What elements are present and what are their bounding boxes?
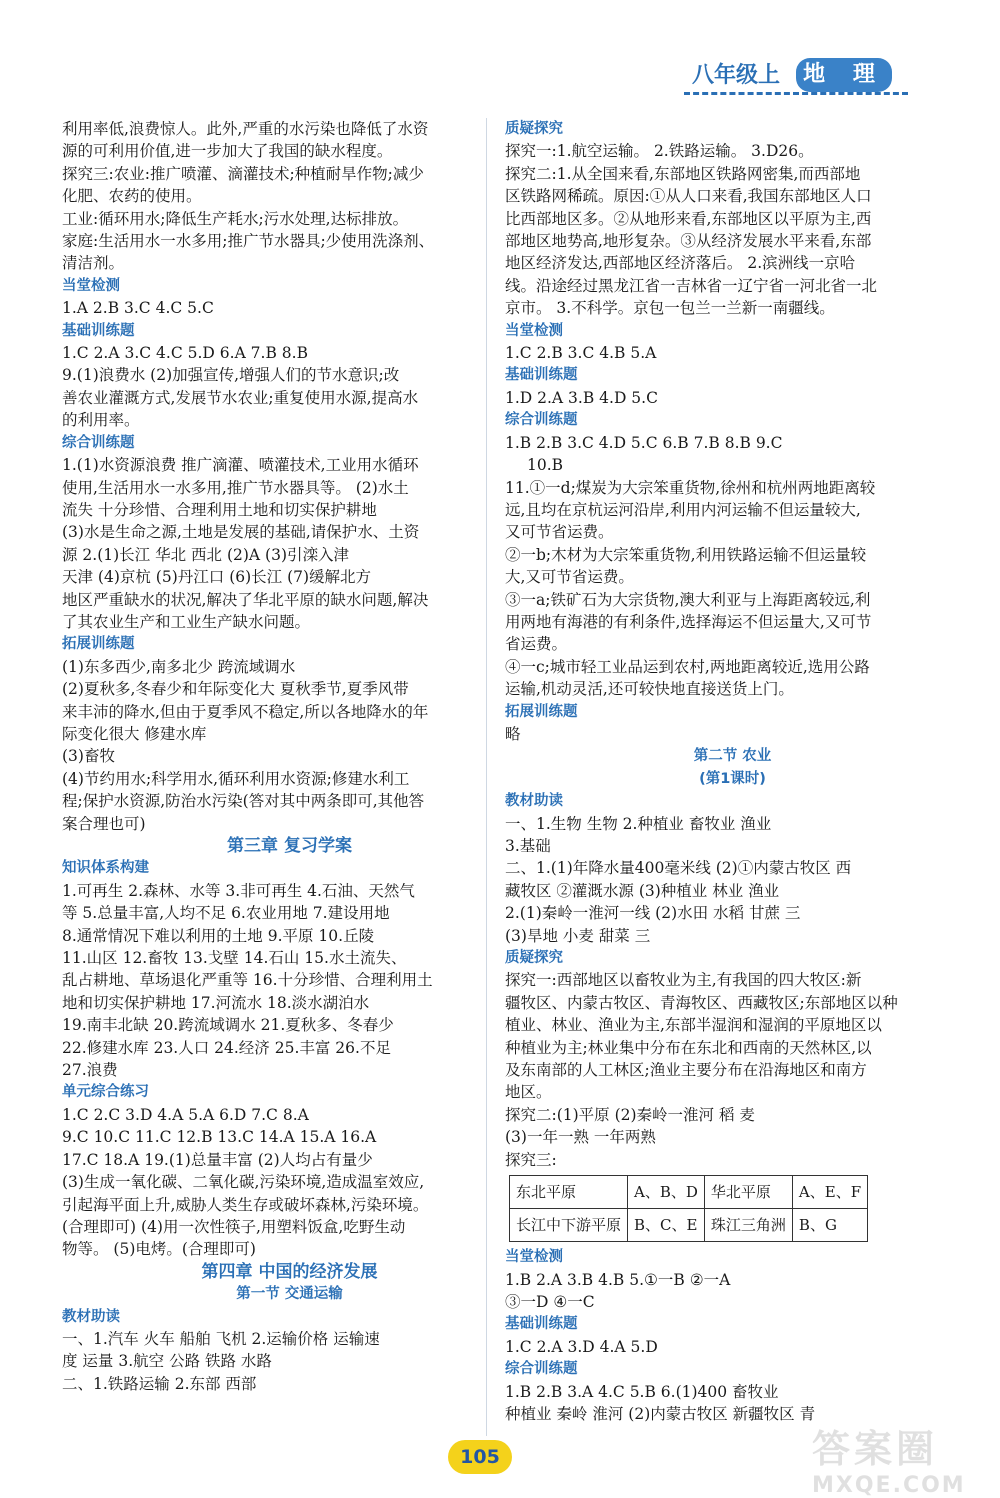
text-line: 探究一:1.航空运输。 2.铁路运输。 3.D26。	[505, 142, 814, 161]
section-heading: 综合训练题	[505, 412, 578, 429]
text-line: 11.①一d;煤炭为大宗笨重货物,徐州和杭州两地距离较	[505, 478, 876, 497]
text-line: 探究三:	[505, 1150, 557, 1169]
table-cell: B、G	[792, 1209, 867, 1242]
text-line: 运输,机动灵活,还可较快地直接送货上门。	[505, 680, 794, 699]
text-line: 8.通常情况下难以利用的土地 9.平原 10.丘陵	[62, 926, 375, 945]
text-line: 9.(1)浪费水 (2)加强宣传,增强人们的节水意识;改	[62, 366, 400, 385]
text-line: 比西部地区多。②从地形来看,东部地区以平原为主,西	[505, 209, 872, 228]
text-line: (3)一年一熟 一年两熟	[505, 1128, 656, 1147]
text-line: 藏牧区 ②灌溉水源 (3)种植业 林业 渔业	[505, 881, 780, 900]
text-line: 利用率低,浪费惊人。此外,严重的水污染也降低了水资	[62, 120, 429, 138]
text-line: (4)节约用水;科学用水,循环利用水资源;修建水利工	[62, 769, 410, 788]
section-heading: 教材助读	[505, 793, 563, 810]
text-line: (2)夏秋多,冬春少和年际变化大 夏秋季节,夏季风带	[62, 680, 409, 699]
text-line: 1.C 2.A 3.C 4.C 5.D 6.A 7.B 8.B	[62, 344, 308, 363]
table-cell: 长江中下游平原	[510, 1209, 628, 1242]
table-cell: A、E、F	[792, 1176, 867, 1209]
chapter-title: 第四章 中国的经济发展	[201, 1261, 378, 1282]
section-heading: 单元综合练习	[62, 1084, 149, 1101]
text-line: 1.D 2.A 3.B 4.D 5.C	[505, 388, 658, 407]
text-line: 27.浪费	[62, 1061, 118, 1080]
section-title: 第二节 农业	[693, 748, 772, 765]
text-line: 省运费。	[505, 635, 568, 654]
text-line: 及东南部的人工林区;渔业主要分布在沿海地区和南方	[505, 1061, 867, 1080]
text-line: (3)生成一氧化碳、二氧化碳,污染环境,造成温室效应,	[62, 1173, 425, 1192]
table-cell: 珠江三角洲	[704, 1209, 792, 1242]
text-line: 19.南丰北缺 20.跨流域调水 21.夏秋多、冬春少	[62, 1016, 394, 1035]
text-line: 大,又可节省运费。	[505, 568, 634, 587]
text-line: 疆牧区、内蒙古牧区、青海牧区、西藏牧区;东部地区以种	[505, 993, 898, 1012]
text-line: (3)旱地 小麦 甜菜 三	[505, 926, 651, 945]
text-line: (1)东多西少,南多北少 跨流域调水	[62, 657, 296, 676]
watermark	[812, 1418, 982, 1498]
text-line: 一、1.汽车 火车 船舶 飞机 2.运输价格 运输速	[62, 1329, 380, 1348]
table-cell: 东北平原	[510, 1176, 628, 1209]
text-line: 地区严重缺水的状况,解决了华北平原的缺水问题,解决	[62, 590, 429, 609]
section-heading: 拓展训练题	[505, 703, 578, 720]
text-line: 二、1.铁路运输 2.东部 西部	[62, 1374, 257, 1393]
text-line: 线。沿途经过黑龙江省一吉林省一辽宁省一河北省一北	[505, 276, 878, 295]
plain-crops-table	[509, 1175, 868, 1242]
lesson-subtitle: (第1课时)	[699, 770, 766, 787]
left-column	[62, 118, 517, 1395]
table-row	[510, 1176, 868, 1209]
text-line: 探究二:(1)平原 (2)秦岭一淮河 稻 麦	[505, 1105, 755, 1124]
text-line: 了其农业生产和工业生产缺水问题。	[62, 612, 311, 631]
text-line: 引起海平面上升,威胁人类生存或破坏森林,污染环境。	[62, 1195, 429, 1214]
text-line: 17.C 18.A 19.(1)总量丰富 (2)人均占有量少	[62, 1150, 373, 1169]
section-heading: 基础训练题	[505, 1316, 578, 1333]
text-line: 使用,生活用水一水多用,推广节水器具等。 (2)水土	[62, 478, 409, 497]
section-heading: 当堂检测	[505, 1249, 563, 1266]
text-line: ③一D ④一C	[505, 1292, 595, 1311]
table-row	[510, 1209, 868, 1242]
text-line: 1.C 2.B 3.C 4.B 5.A	[505, 344, 657, 363]
text-line: (合理即可) (4)用一次性筷子,用塑料饭盒,吃野生动	[62, 1217, 406, 1236]
page-number: 105	[448, 1440, 512, 1474]
text-line: 化肥、农药的使用。	[62, 187, 202, 206]
text-line: 1.B 2.B 3.A 4.C 5.B 6.(1)400 畜牧业	[505, 1382, 779, 1401]
text-line: 天津 (4)京杭 (5)丹江口 (6)长江 (7)缓解北方	[62, 568, 372, 587]
text-line: 9.C 10.C 11.C 12.B 13.C 14.A 15.A 16.A	[62, 1128, 377, 1147]
section-heading: 综合训练题	[62, 434, 135, 451]
text-line: 22.修建水库 23.人口 24.经济 25.丰富 26.不足	[62, 1038, 391, 1057]
text-line: 11.山区 12.畜牧 13.戈壁 14.石山 15.水土流失、	[62, 949, 407, 968]
text-line: 物等。 (5)电烤。(合理即可)	[62, 1240, 256, 1259]
text-line: 用两地有海港的有利条件,选择海运不但运量大,又可节	[505, 612, 872, 631]
text-line: 际变化很大 修建水库	[62, 724, 207, 743]
section-heading: 拓展训练题	[62, 636, 135, 653]
text-line: (3)水是生命之源,土地是发展的基础,请保护水、土资	[62, 523, 420, 542]
text-line: 等 5.总量丰富,人均不足 6.农业用地 7.建设用地	[62, 904, 390, 923]
text-line: 1.B 2.A 3.B 4.B 5.①一B ②一A	[505, 1270, 731, 1289]
text-line: 植业、林业、渔业为主,东部半湿润和湿润的平原地区以	[505, 1016, 882, 1035]
page-header	[680, 58, 920, 102]
header-rule	[684, 92, 908, 95]
text-line: 京市。 3.不科学。京包一包兰一兰新一南疆线。	[505, 299, 835, 318]
text-line: 流失 十分珍惜、合理利用土地和切实保护耕地	[62, 500, 377, 519]
text-line: 度 运量 3.航空 公路 铁路 水路	[62, 1352, 272, 1371]
text-line: 部地区地势高,地形复杂。③从经济发展水平来看,东部	[505, 232, 872, 251]
text-line: ③一a;铁矿石为大宗货物,澳大利亚与上海距离较远,利	[505, 590, 871, 609]
section-heading: 当堂检测	[505, 322, 563, 339]
text-line: 善农业灌溉方式,发展节水农业;重复使用水源,提高水	[62, 388, 419, 407]
section-heading: 基础训练题	[505, 367, 578, 384]
text-line: ④一c;城市轻工业品运到农村,两地距离较近,选用公路	[505, 657, 870, 676]
text-line: 二、1.(1)年降水量400毫米线 (2)①内蒙古牧区 西	[505, 859, 852, 878]
text-line: (3)畜牧	[62, 747, 115, 766]
text-line: 1.B 2.B 3.C 4.D 5.C 6.B 7.B 8.B 9.C	[505, 433, 783, 452]
text-line: 1.C 2.C 3.D 4.A 5.A 6.D 7.C 8.A	[62, 1105, 309, 1124]
chapter-title: 第三章 复习学案	[227, 836, 352, 856]
text-line: 来丰沛的降水,但由于夏季风不稳定,所以各地降水的年	[62, 702, 429, 721]
text-line: 又可节省运费。	[505, 523, 614, 542]
text-line: 1.C 2.A 3.D 4.A 5.D	[505, 1337, 658, 1356]
section-heading: 当堂检测	[62, 277, 120, 294]
text-line: 清洁剂。	[62, 254, 125, 273]
section-heading: 教材助读	[62, 1308, 120, 1325]
section-heading: 质疑探究	[505, 950, 563, 967]
table-cell: A、B、D	[628, 1176, 705, 1209]
watermark-logo: 答案圈	[812, 1427, 939, 1471]
text-line: ②一b;木材为大宗笨重货物,利用铁路运输不但运量较	[505, 545, 867, 564]
text-line: 1.可再生 2.森林、水等 3.非可再生 4.石油、天然气	[62, 881, 415, 900]
section-heading: 综合训练题	[505, 1361, 578, 1378]
text-line: 地区。	[505, 1083, 552, 1102]
watermark-url: MXQE.COM	[812, 1473, 966, 1498]
text-line: 程;保护水资源,防治水污染(答对其中两条即可,其他答	[62, 792, 425, 811]
text-line: 区铁路网稀疏。原因:①从人口来看,我国东部地区人口	[505, 187, 872, 206]
grade-label: 八年级上	[692, 63, 781, 88]
text-line: 工业:循环用水;降低生产耗水;污水处理,达标排放。	[62, 209, 409, 228]
right-column	[505, 118, 960, 1425]
text-line: 1.(1)水资源浪费 推广滴灌、喷灌技术,工业用水循环	[62, 456, 419, 475]
text-line: 探究二:1.从全国来看,东部地区铁路网密集,而西部地	[505, 164, 861, 183]
table-cell: B、C、E	[628, 1209, 705, 1242]
text-line: 略	[505, 724, 521, 743]
text-line: 探究一:西部地区以畜牧业为主,有我国的四大牧区:新	[505, 971, 862, 990]
text-line: 乱占耕地、草场退化严重等 16.十分珍惜、合理利用土	[62, 971, 433, 990]
table-cell: 华北平原	[704, 1176, 792, 1209]
text-line: 地和切实保护耕地 17.河流水 18.淡水湖泊水	[62, 993, 370, 1012]
text-line: 种植业 秦岭 淮河 (2)内蒙古牧区 新疆牧区 青	[505, 1404, 816, 1423]
text-line: 2.(1)秦岭一淮河一线 (2)水田 水稻 甘蔗 三	[505, 904, 801, 923]
text-line: 案合理也可)	[62, 814, 146, 833]
subject-badge: 地 理	[796, 58, 892, 92]
text-line: 探究三:农业:推广喷灌、滴灌技术;种植耐旱作物;减少	[62, 164, 424, 183]
text-line: 源 2.(1)长江 华北 西北 (2)A (3)引滦入津	[62, 545, 349, 564]
text-line: 3.基础	[505, 837, 551, 855]
text-line: 地区经济发达,西部地区经济落后。 2.滨洲线一京哈	[505, 254, 856, 273]
text-line: 一、1.生物 生物 2.种植业 畜牧业 渔业	[505, 814, 772, 833]
text-line: 种植业为主;林业集中分布在东北和西南的天然林区,以	[505, 1038, 872, 1057]
section-title: 第一节 交通运输	[236, 1286, 343, 1303]
section-heading: 质疑探究	[505, 121, 563, 137]
text-line: 家庭:生活用水一水多用;推广节水器具;少使用洗涤剂、	[62, 232, 435, 251]
section-heading: 知识体系构建	[62, 860, 149, 877]
text-line: 源的可利用价值,进一步加大了我国的缺水程度。	[62, 142, 393, 161]
text-line: 10.B	[527, 456, 564, 475]
section-heading: 基础训练题	[62, 322, 135, 339]
text-line: 的利用率。	[62, 411, 140, 430]
text-line: 远,且均在京杭运河沿岸,利用内河运输不但运量较大,	[505, 500, 861, 519]
text-line: 1.A 2.B 3.C 4.C 5.C	[62, 299, 214, 318]
